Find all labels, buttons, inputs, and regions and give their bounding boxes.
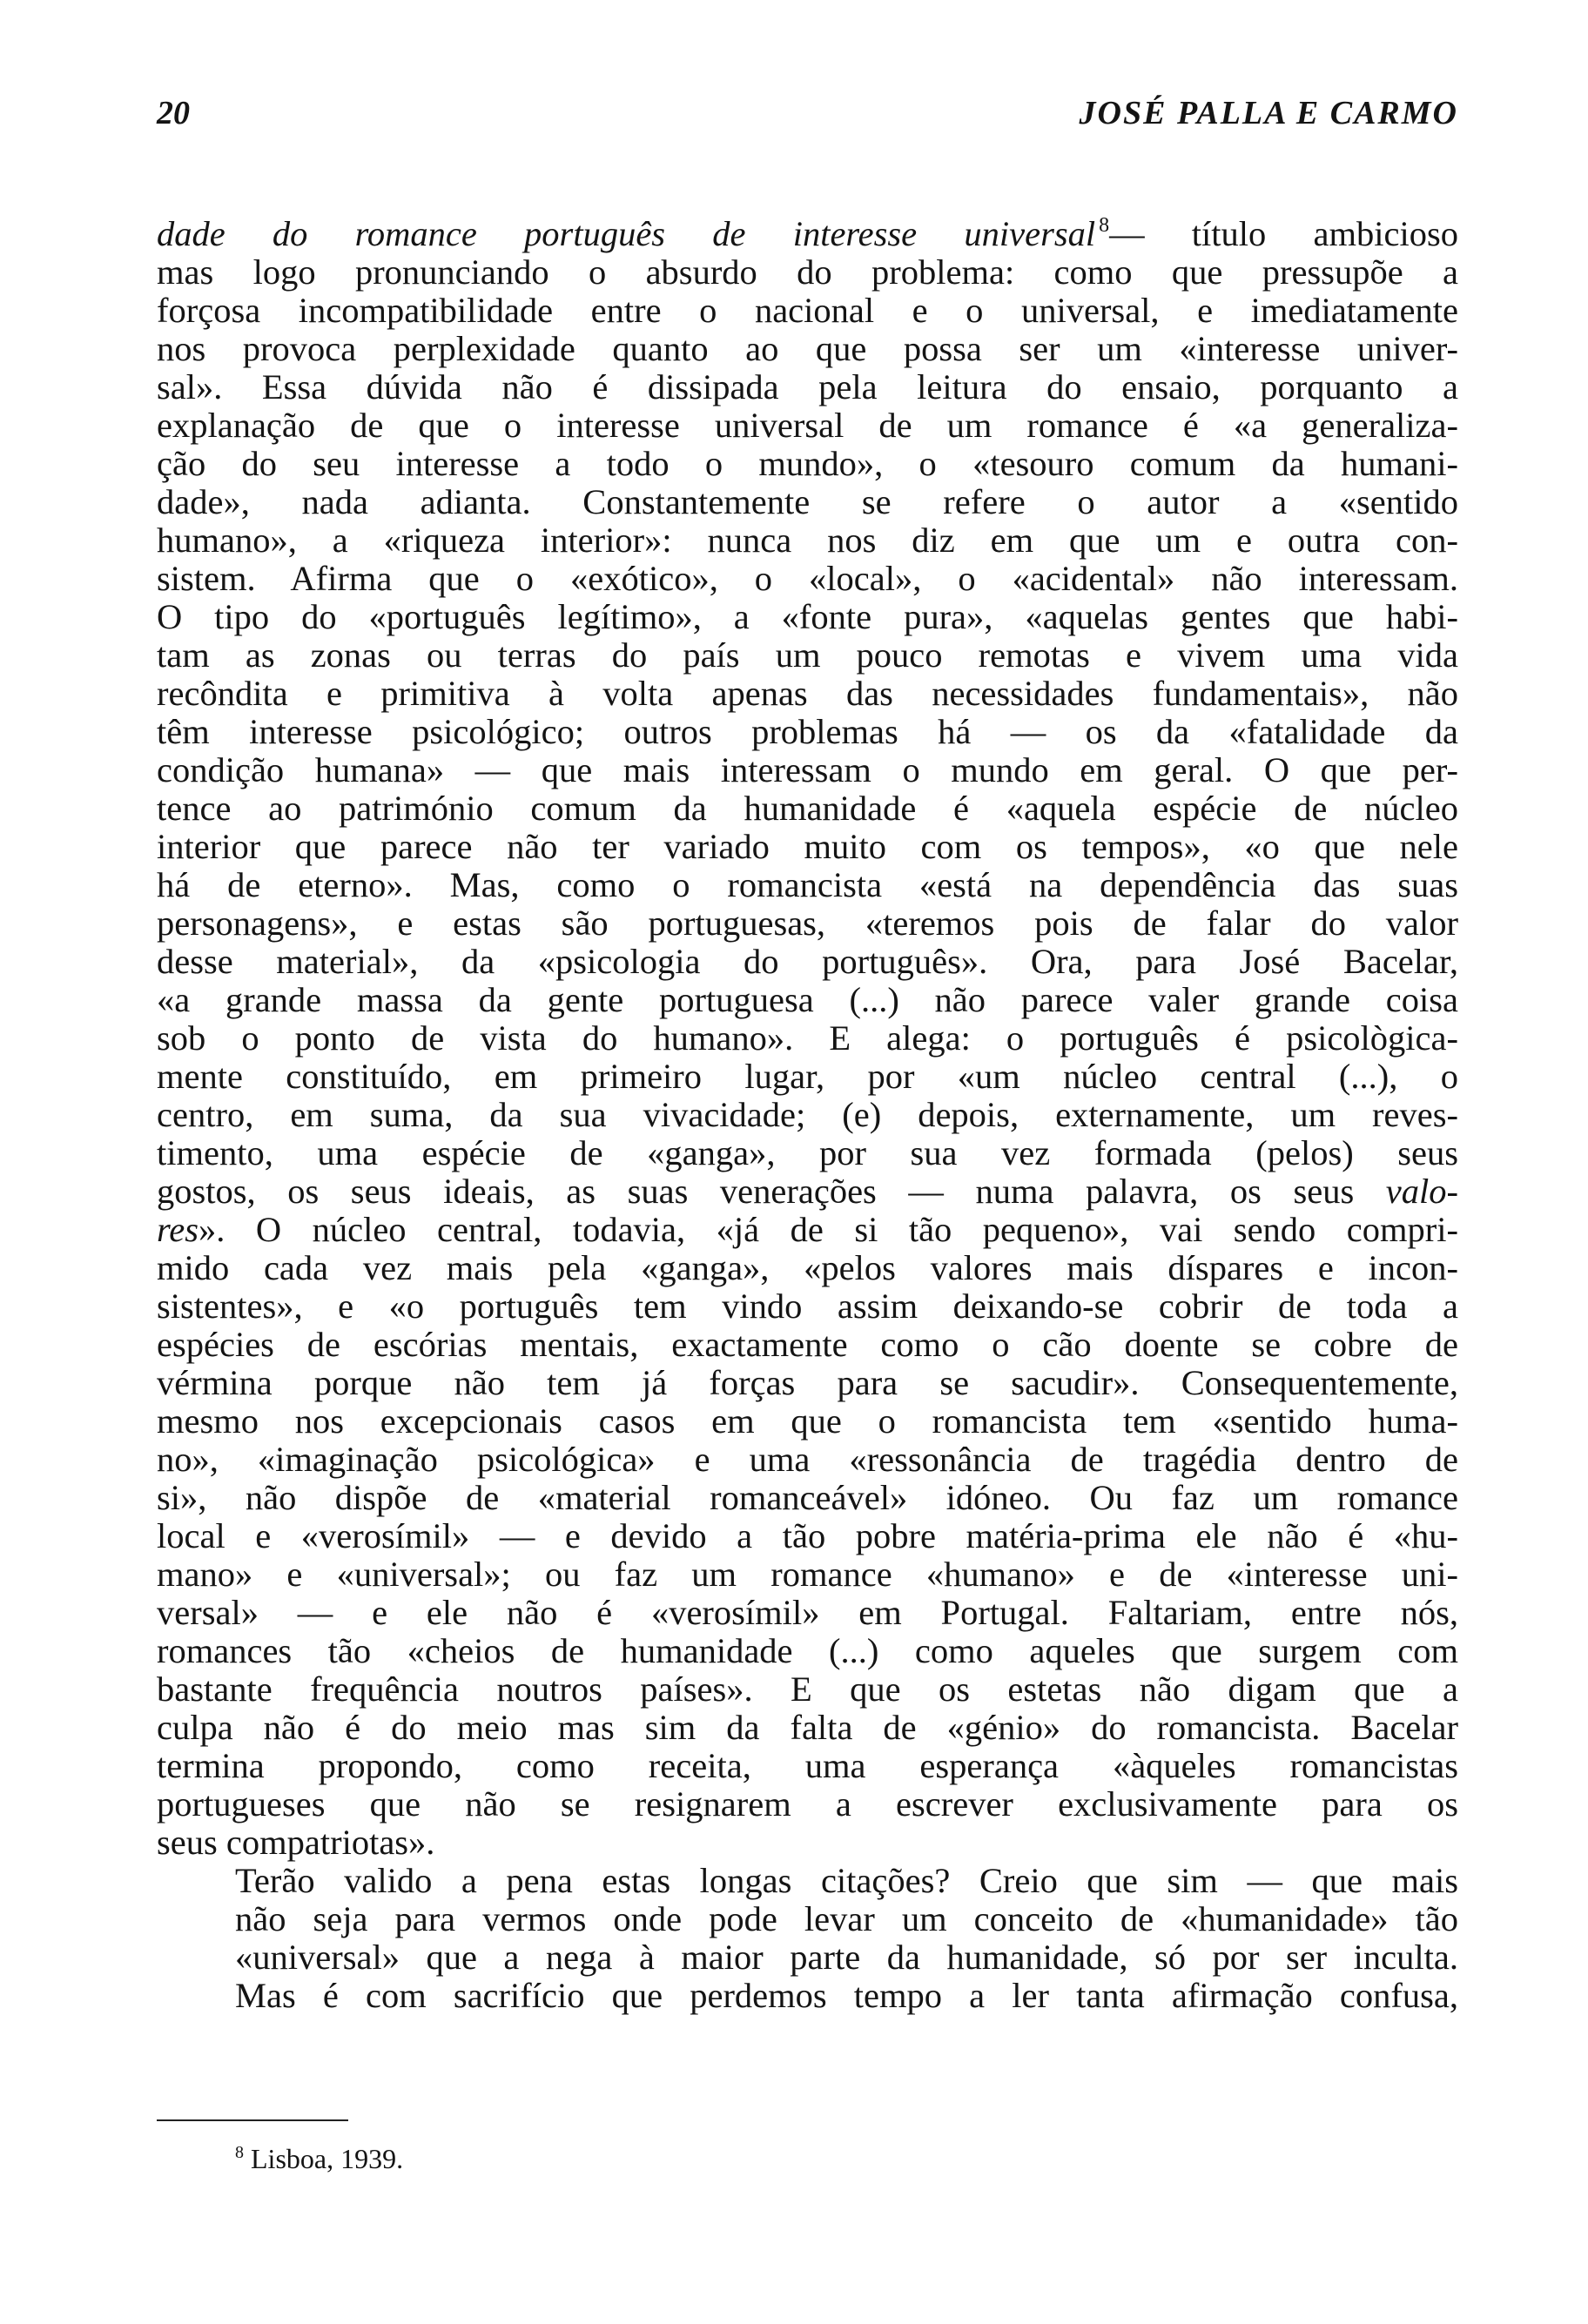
footnote-mark: 8 xyxy=(235,2143,244,2162)
text-line: «a grande massa da gente portuguesa (...) não parece valer grande coisa xyxy=(157,980,1458,1019)
text-line: si», não dispõe de «material romanceável» idóneo. Ou faz um romance xyxy=(157,1478,1458,1517)
paragraph-2 xyxy=(157,1862,1458,2015)
text-line: condição humana» — que mais interessam o mundo em geral. O que per- xyxy=(157,750,1458,789)
text-line: «universal» que a nega à maior parte da humanidade, só por ser inculta. xyxy=(235,1938,1458,1977)
text-line: recôndita e primitiva à volta apenas das necessidades fundamentais», não xyxy=(157,674,1458,713)
text-line: há de eterno». Mas, como o romancista «está na dependência das suas xyxy=(157,865,1458,904)
text-line: espécies de escórias mentais, exactamente como o cão doente se cobre de xyxy=(157,1325,1458,1364)
text-line: interior que parece não ter variado muito com os tempos», «o que nele xyxy=(157,827,1458,866)
text-line: sob o ponto de vista do humano». E alega: o português é psicològica- xyxy=(157,1018,1458,1058)
text-line: no», «imaginação psicológica» e uma «ressonância de tragédia dentro de xyxy=(157,1440,1458,1479)
text-line: res». O núcleo central, todavia, «já de si tão pequeno», vai sendo compri- xyxy=(157,1210,1458,1249)
page-number: 20 xyxy=(157,95,190,131)
text-line: dade», nada adianta. Constantemente se refere o autor a «sentido xyxy=(157,482,1458,521)
italic-word: valo- xyxy=(1385,1172,1459,1211)
paragraph-1 xyxy=(157,206,1458,1862)
footnote-text: Lisboa, 1939. xyxy=(251,2143,404,2174)
text-line: versal» — e ele não é «verosímil» em Portugal. Faltariam, entre nós, xyxy=(157,1593,1458,1632)
text-line: tam as zonas ou terras do país um pouco remotas e vivem uma vida xyxy=(157,635,1458,675)
text-line: não seja para vermos onde pode levar um conceito de «humanidade» tão xyxy=(235,1899,1458,1938)
text-line: romances tão «cheios de humanidade (...) como aqueles que surgem com xyxy=(157,1631,1458,1670)
text-line: O tipo do «português legítimo», a «fonte pura», «aquelas gentes que habi- xyxy=(157,597,1458,636)
text-line: timento, uma espécie de «ganga», por sua vez formada (pelos) seus xyxy=(157,1133,1458,1172)
text-line: personagens», e estas são portuguesas, «teremos pois de falar do valor xyxy=(157,903,1458,943)
page-header xyxy=(157,94,1458,138)
text-line: mesmo nos excepcionais casos em que o romancista tem «sentido huma- xyxy=(157,1401,1458,1441)
text-line: mano» e «universal»; ou faz um romance «humano» e de «interesse uni- xyxy=(157,1555,1458,1594)
text-line: mido cada vez mais pela «ganga», «pelos valores mais díspares e incon- xyxy=(157,1248,1458,1287)
text-line: mas logo pronunciando o absurdo do problema: como que pressupõe a xyxy=(157,252,1458,292)
text-line: bastante frequência noutros países». E que os estetas não digam que a xyxy=(157,1669,1458,1709)
footnote-rule xyxy=(157,2119,348,2121)
text-line: forçosa incompatibilidade entre o nacional e o universal, e imediatamente xyxy=(157,291,1458,330)
text-line: gostos, os seus ideais, as suas venerações — numa palavra, os seus valo- xyxy=(157,1172,1459,1211)
text-line: dade do romance português de interesse universal $^8$— título ambicioso xyxy=(157,214,1458,253)
text-line: têm interesse psicológico; outros problemas há — os da «fatalidade da xyxy=(157,712,1458,751)
text-line: nos provoca perplexidade quanto ao que possa ser um «interesse univer- xyxy=(157,329,1458,368)
text-line: sal». Essa dúvida não é dissipada pela leitura do ensaio, porquanto a xyxy=(157,367,1458,406)
text-line: seus compatriotas». xyxy=(157,1823,435,1862)
text-line: sistentes», e «o português tem vindo assim deixando-se cobrir de toda a xyxy=(157,1286,1458,1326)
text-line: termina propondo, como receita, uma esperança «àqueles romancistas xyxy=(157,1746,1458,1785)
italic-phrase: dade do romance português de interesse universal xyxy=(157,214,1096,253)
body-text xyxy=(157,206,1458,2015)
text-line: desse material», da «psicologia do português». Ora, para José Bacelar, xyxy=(157,942,1458,981)
text-line: portugueses que não se resignarem a escrever exclusivamente para os xyxy=(157,1784,1458,1824)
text-line: humano», a «riqueza interior»: nunca nos diz em que um e outra con- xyxy=(157,521,1458,560)
running-head: JOSÉ PALLA E CARMO xyxy=(1079,95,1458,131)
text-line: mente constituído, em primeiro lugar, por «um núcleo central (...), o xyxy=(157,1057,1458,1096)
text-line: tence ao património comum da humanidade é «aquela espécie de núcleo xyxy=(157,789,1458,828)
footnote-reference: 8 xyxy=(1099,214,1110,237)
text-line: Terão valido a pena estas longas citações? Creio que sim — que mais xyxy=(235,1861,1458,1900)
text-line: explanação de que o interesse universal de um romance é «a generaliza- xyxy=(157,406,1458,445)
text-line: culpa não é do meio mas sim da falta de «génio» do romancista. Bacelar xyxy=(157,1708,1458,1747)
text-line: sistem. Afirma que o «exótico», o «local», o «acidental» não interessam. xyxy=(157,559,1458,598)
text-line: local e «verosímil» — e devido a tão pobre matéria-prima ele não é «hu- xyxy=(157,1516,1458,1555)
text-line: ção do seu interesse a todo o mundo», o «tesouro comum da humani- xyxy=(157,444,1458,483)
text-line: vérmina porque não tem já forças para se sacudir». Consequentemente, xyxy=(157,1363,1458,1402)
text-line: centro, em suma, da sua vivacidade; (e) depois, externamente, um reves- xyxy=(157,1095,1458,1134)
footnote xyxy=(235,2143,403,2175)
text-line: Mas é com sacrifício que perdemos tempo a ler tanta afirmação confusa, xyxy=(235,1976,1458,2015)
italic-word: res xyxy=(157,1210,198,1249)
